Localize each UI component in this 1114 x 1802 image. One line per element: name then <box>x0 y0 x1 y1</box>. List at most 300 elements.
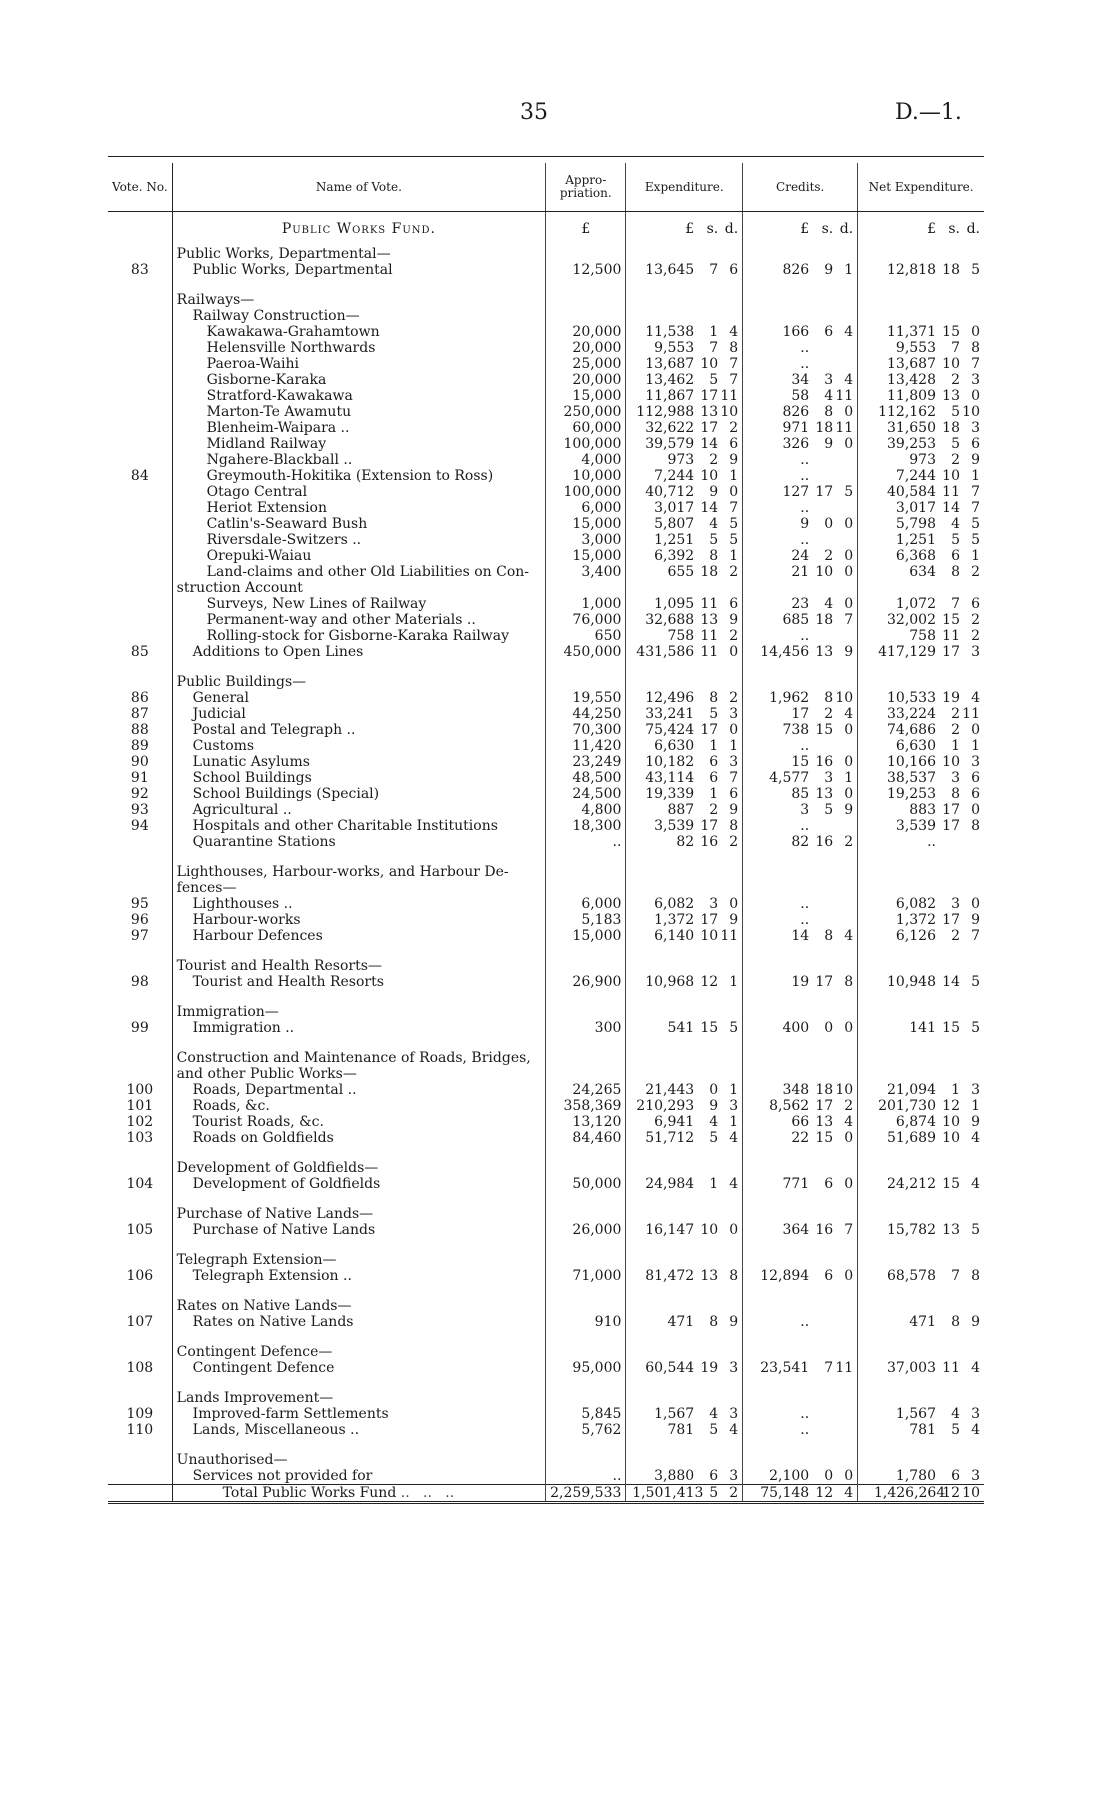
net-expenditure-shillings: 17 <box>942 644 960 660</box>
appropriation: 6,000 <box>546 896 626 912</box>
appropriation: 26,000 <box>546 1222 626 1238</box>
vote-row <box>108 1222 984 1238</box>
credits-pence: 0 <box>844 1468 854 1484</box>
net-expenditure-pounds: 1,251 <box>895 532 936 548</box>
net-expenditure-pence: 7 <box>971 500 980 516</box>
net-expenditure-pounds: 6,630 <box>895 738 936 754</box>
vote-number: 94 <box>108 818 172 834</box>
vote-row <box>108 532 984 548</box>
appropriation: 5,183 <box>546 912 626 928</box>
net-expenditure-pounds: 68,578 <box>887 1268 936 1284</box>
expenditure-pence: 6 <box>729 262 739 278</box>
expenditure-shillings: 17 <box>700 722 719 738</box>
vote-name: Purchase of Native Lands <box>192 1222 376 1238</box>
header-vote-no: Vote. No. <box>108 163 172 212</box>
credits-pence: 0 <box>844 596 854 612</box>
vote-name: Kawakawa-Grahamtown <box>206 324 380 340</box>
vote-number: 106 <box>108 1268 172 1284</box>
vote-name: School Buildings <box>192 770 312 786</box>
vote-row <box>108 722 984 738</box>
credits-pounds: .. <box>800 340 810 356</box>
credits-shillings: 9 <box>824 262 834 278</box>
expenditure-pence: 9 <box>729 912 739 928</box>
expenditure-pounds: 75,424 <box>645 722 695 738</box>
total-cred-shillings: 12 <box>815 1485 834 1501</box>
expenditure-pence: 2 <box>729 420 739 436</box>
vote-number: 100 <box>108 1082 172 1098</box>
net-expenditure-pounds: 13,428 <box>887 372 936 388</box>
net-expenditure-shillings: 2 <box>951 452 960 468</box>
spacer-row <box>108 1146 984 1160</box>
vote-number: 97 <box>108 928 172 944</box>
group-heading-row <box>108 1390 984 1406</box>
credits-pounds: 22 <box>791 1130 810 1146</box>
expenditure-pounds: 6,392 <box>654 548 695 564</box>
credits-pence: 11 <box>835 420 854 436</box>
net-expenditure-pounds: 5,798 <box>895 516 936 532</box>
expenditure-shillings: 10 <box>700 356 719 372</box>
appropriation: 300 <box>546 1020 626 1036</box>
total-net-shillings: 12 <box>942 1485 960 1501</box>
credits-shillings <box>809 340 833 356</box>
vote-name: Lands, Miscellaneous .. <box>192 1422 360 1438</box>
credits-shillings: 18 <box>815 612 834 628</box>
net-expenditure-shillings: 1 <box>951 1082 960 1098</box>
net-expenditure-pence: 1 <box>971 738 980 754</box>
expenditure-shillings: 12 <box>700 974 719 990</box>
fund-title: Public Works Fund. <box>281 221 436 237</box>
credits-pounds: 82 <box>791 834 810 850</box>
appropriation: 250,000 <box>546 404 626 420</box>
group-heading-row <box>108 958 984 974</box>
expenditure-shillings: 6 <box>709 770 719 786</box>
expenditure-pounds: 1,567 <box>654 1406 695 1422</box>
group-heading-row <box>108 1344 984 1360</box>
expenditure-pounds: 112,988 <box>636 404 695 420</box>
appropriation: 13,120 <box>546 1114 626 1130</box>
net-expenditure-pounds: 15,782 <box>887 1222 936 1238</box>
vote-row <box>108 388 984 404</box>
net-expenditure-pence: 3 <box>971 372 980 388</box>
credits-pence: 0 <box>844 1176 854 1192</box>
credits-pence: 11 <box>835 388 854 404</box>
appropriation: 50,000 <box>546 1176 626 1192</box>
credits-pounds: 1,962 <box>769 690 810 706</box>
vote-row <box>108 974 984 990</box>
expenditure-pounds: 887 <box>667 802 695 818</box>
expenditure-shillings: 5 <box>709 372 719 388</box>
credits-pounds: 23 <box>791 596 810 612</box>
credits-pence: 0 <box>844 436 854 452</box>
vote-name: Improved-farm Settlements <box>192 1406 389 1422</box>
credits-pounds: 8,562 <box>769 1098 810 1114</box>
net-expenditure-pence: 1 <box>971 1098 980 1114</box>
vote-name: Tourist Roads, &c. <box>192 1114 324 1130</box>
vote-name: Tourist and Health Resorts <box>192 974 384 990</box>
net-expenditure-shillings: 10 <box>942 468 960 484</box>
expenditure-pence: 7 <box>729 356 739 372</box>
credits-pounds: 2,100 <box>769 1468 810 1484</box>
vote-name: Orepuki-Waiau <box>206 548 312 564</box>
net-expenditure-pence: 4 <box>971 1360 980 1376</box>
expenditure-shillings: 19 <box>700 1360 719 1376</box>
net-expenditure-shillings: 15 <box>942 612 960 628</box>
net-expenditure-pounds: 471 <box>909 1314 936 1330</box>
net-expenditure-shillings: 8 <box>951 564 960 580</box>
group-heading: Unauthorised— <box>176 1452 288 1468</box>
net-expenditure-shillings: 7 <box>951 596 960 612</box>
net-expenditure-pence: 6 <box>971 436 980 452</box>
total-exp-pence: 2 <box>729 1485 739 1501</box>
credits-pounds: .. <box>800 356 810 372</box>
credits-pounds: 21 <box>791 564 810 580</box>
expenditure-pence: 1 <box>729 974 739 990</box>
vote-name: Ngahere-Blackball .. <box>206 452 353 468</box>
vote-name: Land-claims and other Old Liabilities on Con-struction Account <box>176 564 530 596</box>
credits-pence <box>833 738 853 754</box>
net-expenditure-pounds: .. <box>927 834 936 850</box>
page-number: 35 <box>520 100 548 125</box>
net-expenditure-pounds: 1,372 <box>895 912 936 928</box>
expenditure-shillings: 4 <box>709 1114 719 1130</box>
expenditure-pence: 9 <box>729 1314 739 1330</box>
net-expenditure-pence: 1 <box>971 468 980 484</box>
vote-name: Surveys, New Lines of Railway <box>206 596 427 612</box>
expenditure-pounds: 9,553 <box>654 340 695 356</box>
credits-pounds: .. <box>800 1422 810 1438</box>
appropriation: 44,250 <box>546 706 626 722</box>
net-expenditure-shillings: 14 <box>942 500 960 516</box>
credits-pounds: 127 <box>782 484 810 500</box>
credits-shillings: 15 <box>815 1130 834 1146</box>
credits-pence: 10 <box>835 690 854 706</box>
credits-shillings: 3 <box>824 372 834 388</box>
expenditure-pence: 11 <box>720 928 739 944</box>
vote-name: Rolling-stock for Gisborne-Karaka Railway <box>206 628 510 644</box>
vote-name: Permanent-way and other Materials .. <box>206 612 476 628</box>
vote-number: 99 <box>108 1020 172 1036</box>
group-heading-row <box>108 292 984 308</box>
net-expenditure-pence: 0 <box>971 896 980 912</box>
credits-pence: 2 <box>844 1098 854 1114</box>
header-appropriation: Appro-priation. <box>546 163 626 212</box>
vote-number: 92 <box>108 786 172 802</box>
credits-shillings: 5 <box>824 802 834 818</box>
credits-shillings: 9 <box>824 436 834 452</box>
net-expenditure-pence: 7 <box>971 484 980 500</box>
vote-row <box>108 596 984 612</box>
expenditure-pence: 8 <box>729 1268 739 1284</box>
appropriation: 10,000 <box>546 468 626 484</box>
expenditure-shillings: 6 <box>709 754 719 770</box>
group-heading-row <box>108 864 984 896</box>
vote-row <box>108 564 984 596</box>
net-expenditure-pounds: 112,162 <box>878 404 936 420</box>
net-expenditure-pounds: 32,002 <box>887 612 936 628</box>
unit-shillings: s. <box>821 221 834 237</box>
net-expenditure-shillings: 2 <box>951 722 960 738</box>
credits-shillings: 16 <box>815 754 834 770</box>
net-expenditure-pence: 11 <box>962 706 980 722</box>
net-expenditure-pence <box>960 834 980 850</box>
vote-number: 109 <box>108 1406 172 1422</box>
vote-name: Development of Goldfields <box>192 1176 381 1192</box>
expenditure-pence: 10 <box>720 404 739 420</box>
expenditure-shillings: 17 <box>700 912 719 928</box>
expenditure-shillings: 7 <box>709 340 719 356</box>
vote-name: Rates on Native Lands <box>192 1314 354 1330</box>
net-expenditure-pence: 4 <box>971 1176 980 1192</box>
net-expenditure-shillings <box>936 834 960 850</box>
spacer-row <box>108 1238 984 1252</box>
expenditure-shillings: 14 <box>700 436 719 452</box>
net-expenditure-pounds: 6,082 <box>895 896 936 912</box>
net-expenditure-pounds: 6,126 <box>895 928 936 944</box>
credits-pence: 1 <box>844 262 854 278</box>
net-expenditure-pence: 8 <box>971 818 980 834</box>
vote-row <box>108 1098 984 1114</box>
credits-pence <box>833 912 853 928</box>
expenditure-pounds: 758 <box>667 628 695 644</box>
expenditure-pounds: 19,339 <box>645 786 695 802</box>
group-heading-row <box>108 1050 984 1082</box>
expenditure-pence: 4 <box>729 1130 739 1146</box>
net-expenditure-shillings: 3 <box>951 896 960 912</box>
credits-shillings: 13 <box>815 786 834 802</box>
expenditure-shillings: 13 <box>700 404 719 420</box>
net-expenditure-pence: 3 <box>971 1082 980 1098</box>
credits-shillings: 16 <box>815 1222 834 1238</box>
vote-row <box>108 896 984 912</box>
credits-pence: 7 <box>844 612 854 628</box>
credits-shillings: 17 <box>815 1098 834 1114</box>
vote-name: Lunatic Asylums <box>192 754 310 770</box>
credits-shillings: 17 <box>815 484 834 500</box>
unit-pence: d. <box>839 221 854 237</box>
credits-pounds: .. <box>800 912 810 928</box>
net-expenditure-shillings: 13 <box>942 388 960 404</box>
net-expenditure-pounds: 781 <box>909 1422 936 1438</box>
expenditure-shillings: 9 <box>709 484 719 500</box>
credits-pence <box>833 356 853 372</box>
net-expenditure-shillings: 18 <box>942 420 960 436</box>
credits-shillings: 13 <box>815 644 834 660</box>
group-heading-row <box>108 1160 984 1176</box>
net-expenditure-pence: 7 <box>971 928 980 944</box>
unit-shillings: s. <box>706 221 719 237</box>
credits-pounds: 348 <box>782 1082 810 1098</box>
appropriation: 24,500 <box>546 786 626 802</box>
net-expenditure-pounds: 883 <box>909 802 936 818</box>
expenditure-shillings: 10 <box>700 468 719 484</box>
credits-shillings: 15 <box>815 722 834 738</box>
vote-row <box>108 1406 984 1422</box>
credits-pence: 11 <box>835 1360 854 1376</box>
expenditure-pounds: 3,017 <box>654 500 695 516</box>
expenditure-pounds: 541 <box>667 1020 695 1036</box>
net-expenditure-pence: 5 <box>971 1020 980 1036</box>
vote-number: 91 <box>108 770 172 786</box>
credits-pounds: 58 <box>791 388 810 404</box>
net-expenditure-shillings: 15 <box>942 324 960 340</box>
expenditure-shillings: 10 <box>700 1222 719 1238</box>
appropriation: 48,500 <box>546 770 626 786</box>
vote-row <box>108 1314 984 1330</box>
header-name: Name of Vote. <box>172 163 545 212</box>
expenditure-shillings: 13 <box>700 1268 719 1284</box>
net-expenditure-pence: 4 <box>971 1422 980 1438</box>
spacer-row <box>108 990 984 1004</box>
vote-row <box>108 738 984 754</box>
net-expenditure-shillings: 6 <box>951 1468 960 1484</box>
credits-pounds: 9 <box>800 516 810 532</box>
net-expenditure-shillings: 7 <box>951 1268 960 1284</box>
credits-shillings <box>809 1422 833 1438</box>
net-expenditure-pounds: 1,072 <box>895 596 936 612</box>
net-expenditure-pence: 8 <box>971 1268 980 1284</box>
credits-pounds: 400 <box>782 1020 810 1036</box>
appropriation: 70,300 <box>546 722 626 738</box>
net-expenditure-pence: 2 <box>971 612 980 628</box>
credits-shillings: 13 <box>815 1114 834 1130</box>
net-expenditure-pounds: 141 <box>909 1020 936 1036</box>
vote-number: 108 <box>108 1360 172 1376</box>
net-expenditure-pounds: 973 <box>909 452 936 468</box>
net-expenditure-pence: 4 <box>971 1130 980 1146</box>
credits-shillings: 3 <box>824 770 834 786</box>
group-heading-row <box>108 1004 984 1020</box>
credits-pence: 1 <box>844 770 854 786</box>
net-expenditure-pence: 2 <box>971 628 980 644</box>
expenditure-pence: 3 <box>729 754 739 770</box>
credits-pence: 4 <box>844 324 854 340</box>
expenditure-pounds: 39,579 <box>645 436 695 452</box>
appropriation: 910 <box>546 1314 626 1330</box>
group-heading: Immigration— <box>176 1004 279 1020</box>
credits-pounds: 166 <box>782 324 810 340</box>
vote-row <box>108 1176 984 1192</box>
net-expenditure-shillings: 5 <box>951 532 960 548</box>
credits-pence: 9 <box>844 802 854 818</box>
credits-shillings <box>809 1406 833 1422</box>
vote-name: Judicial <box>192 706 246 722</box>
expenditure-pounds: 10,182 <box>645 754 695 770</box>
net-expenditure-pence: 6 <box>971 596 980 612</box>
net-expenditure-shillings: 1 <box>951 738 960 754</box>
group-heading: Contingent Defence— <box>176 1344 333 1360</box>
credits-pence: 0 <box>844 564 854 580</box>
expenditure-pence: 8 <box>729 818 739 834</box>
expenditure-pence: 9 <box>729 452 739 468</box>
vote-row <box>108 436 984 452</box>
vote-name: Paeroa-Waihi <box>206 356 300 372</box>
expenditure-pence: 8 <box>729 340 739 356</box>
expenditure-pence: 1 <box>729 1082 739 1098</box>
vote-row <box>108 1130 984 1146</box>
expenditure-shillings: 17 <box>700 818 719 834</box>
credits-shillings <box>809 628 833 644</box>
credits-pence <box>833 896 853 912</box>
vote-name: Agricultural .. <box>192 802 292 818</box>
expenditure-pence: 5 <box>729 516 739 532</box>
vote-number: 95 <box>108 896 172 912</box>
expenditure-pence: 1 <box>729 468 739 484</box>
expenditure-pounds: 33,241 <box>645 706 695 722</box>
group-heading: Lighthouses, Harbour-works, and Harbour De-fences— <box>176 864 509 896</box>
document-reference: D.—1. <box>895 100 962 125</box>
credits-pounds: 685 <box>782 612 810 628</box>
appropriation: 20,000 <box>546 340 626 356</box>
vote-row <box>108 1114 984 1130</box>
appropriation: .. <box>546 1468 626 1485</box>
appropriation: 76,000 <box>546 612 626 628</box>
expenditure-pence: 4 <box>729 1422 739 1438</box>
credits-shillings: 8 <box>824 928 834 944</box>
header-expenditure: Expenditure. <box>626 163 743 212</box>
credits-pounds: 14 <box>791 928 810 944</box>
credits-pence: 4 <box>844 372 854 388</box>
credits-pence <box>833 1422 853 1438</box>
vote-number: 101 <box>108 1098 172 1114</box>
credits-pence: 0 <box>844 786 854 802</box>
expenditure-shillings: 14 <box>700 500 719 516</box>
net-expenditure-pounds: 74,686 <box>887 722 936 738</box>
total-exp-shillings: 5 <box>709 1485 719 1501</box>
unit-pence: d. <box>966 221 980 237</box>
expenditure-shillings: 5 <box>709 1422 719 1438</box>
credits-pounds: 85 <box>791 786 810 802</box>
appropriation: .. <box>546 834 626 850</box>
spacer-row <box>108 1036 984 1050</box>
expenditure-shillings: 8 <box>709 548 719 564</box>
vote-row <box>108 928 984 944</box>
expenditure-pounds: 10,968 <box>645 974 695 990</box>
credits-pence: 4 <box>844 928 854 944</box>
net-expenditure-pounds: 33,224 <box>887 706 936 722</box>
appropriation: 4,800 <box>546 802 626 818</box>
appropriation: 4,000 <box>546 452 626 468</box>
net-expenditure-pence: 6 <box>971 786 980 802</box>
credits-pence: 5 <box>844 484 854 500</box>
appropriation: 26,900 <box>546 974 626 990</box>
expenditure-shillings: 13 <box>700 612 719 628</box>
credits-pence: 0 <box>844 1020 854 1036</box>
appropriation: 1,000 <box>546 596 626 612</box>
net-expenditure-pounds: 6,874 <box>895 1114 936 1130</box>
spacer-row <box>108 850 984 864</box>
vote-name: Contingent Defence <box>192 1360 335 1376</box>
group-heading-row <box>108 246 984 262</box>
net-expenditure-pence: 3 <box>971 754 980 770</box>
vote-row <box>108 340 984 356</box>
expenditure-pounds: 7,244 <box>654 468 695 484</box>
net-expenditure-shillings: 10 <box>942 1114 960 1130</box>
expenditure-pounds: 82 <box>676 834 695 850</box>
expenditure-shillings: 10 <box>700 928 719 944</box>
vote-row <box>108 1360 984 1376</box>
credits-pence <box>833 1314 853 1330</box>
net-expenditure-pounds: 1,780 <box>895 1468 936 1484</box>
vote-number: 83 <box>108 262 172 278</box>
credits-pence: 2 <box>844 834 854 850</box>
net-expenditure-shillings: 5 <box>951 404 960 420</box>
credits-pence: 8 <box>844 974 854 990</box>
vote-number: 86 <box>108 690 172 706</box>
group-heading-row <box>108 1206 984 1222</box>
net-expenditure-shillings: 15 <box>942 1176 960 1192</box>
credits-pounds: 3 <box>800 802 810 818</box>
group-heading: Development of Goldfields— <box>176 1160 379 1176</box>
